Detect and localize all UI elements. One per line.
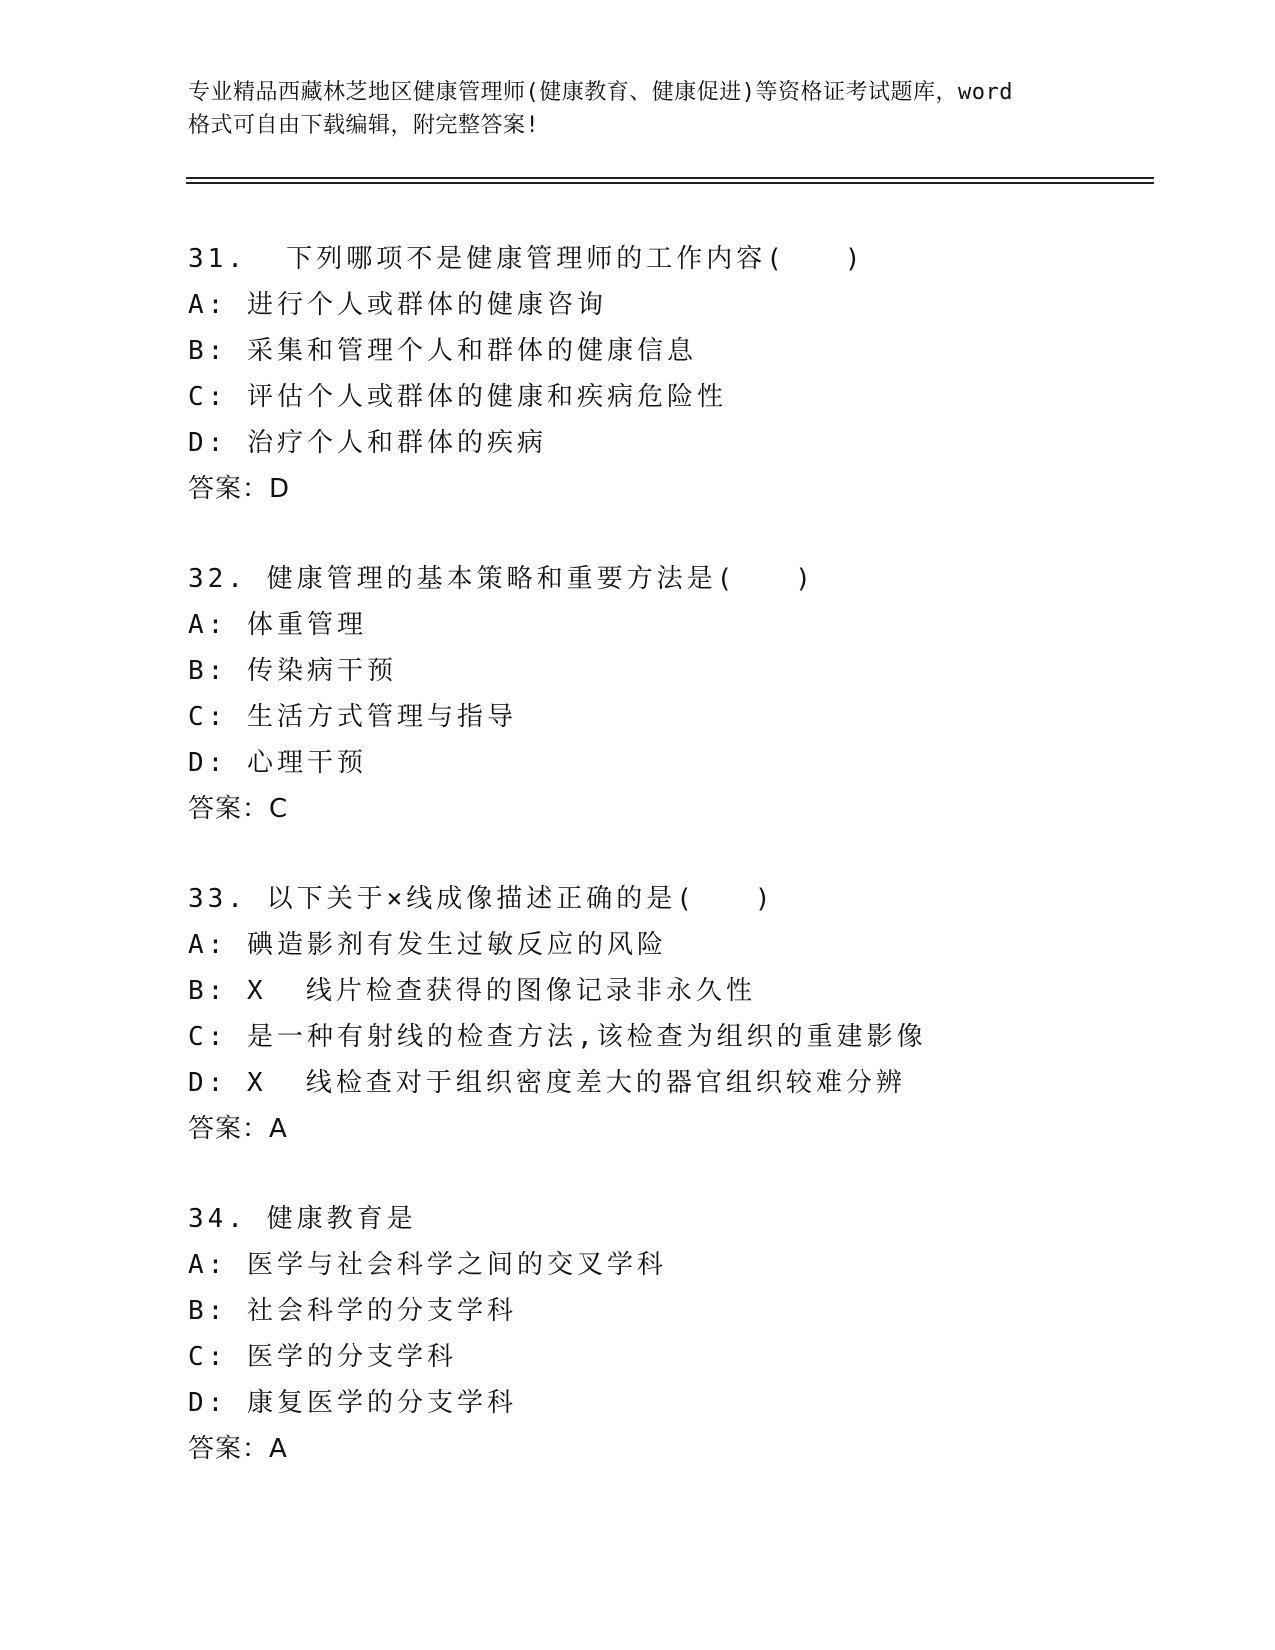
option-d: D: 心理干预 [188,748,367,778]
question-stem: 33. 以下关于×线成像描述正确的是( ) [188,884,775,914]
question-32 [188,556,1148,832]
header-divider-top [186,177,1154,179]
option-b: B: 社会科学的分支学科 [188,1296,517,1326]
option-b: B: 采集和管理个人和群体的健康信息 [188,336,697,366]
option-a: A: 医学与社会科学之间的交叉学科 [188,1250,667,1280]
question-33 [188,876,1148,1152]
question-34 [188,1196,1148,1472]
header-divider-bottom [186,182,1154,184]
answer: 答案：D [188,474,291,504]
option-c: C: 医学的分支学科 [188,1342,457,1372]
option-d: D: 康复医学的分支学科 [188,1388,517,1418]
question-stem: 34. 健康教育是 [188,1204,417,1234]
option-b: B: 传染病干预 [188,656,397,686]
question-31 [188,236,1148,512]
option-b: B: X 线片检查获得的图像记录非永久性 [188,976,756,1006]
question-stem: 31. 下列哪项不是健康管理师的工作内容( ) [188,244,865,274]
option-a: A: 碘造影剂有发生过敏反应的风险 [188,930,667,960]
question-stem: 32. 健康管理的基本策略和重要方法是( ) [188,564,815,594]
option-a: A: 体重管理 [188,610,367,640]
answer: 答案：A [188,1434,288,1464]
document-header [188,76,1088,142]
option-c: C: 评估个人或群体的健康和疾病危险性 [188,382,727,412]
answer: 答案：C [188,794,289,824]
header-line-1: 专业精品西藏林芝地区健康管理师(健康教育、健康促进)等资格证考试题库，word [188,80,1013,105]
option-c: C: 是一种有射线的检查方法,该检查为组织的重建影像 [188,1022,927,1052]
answer: 答案：A [188,1114,288,1144]
option-d: D: 治疗个人和群体的疾病 [188,428,547,458]
option-c: C: 生活方式管理与指导 [188,702,517,732]
option-d: D: X 线检查对于组织密度差大的器官组织较难分辨 [188,1068,906,1098]
option-a: A: 进行个人或群体的健康咨询 [188,290,607,320]
header-line-2: 格式可自由下载编辑，附完整答案! [188,113,540,138]
